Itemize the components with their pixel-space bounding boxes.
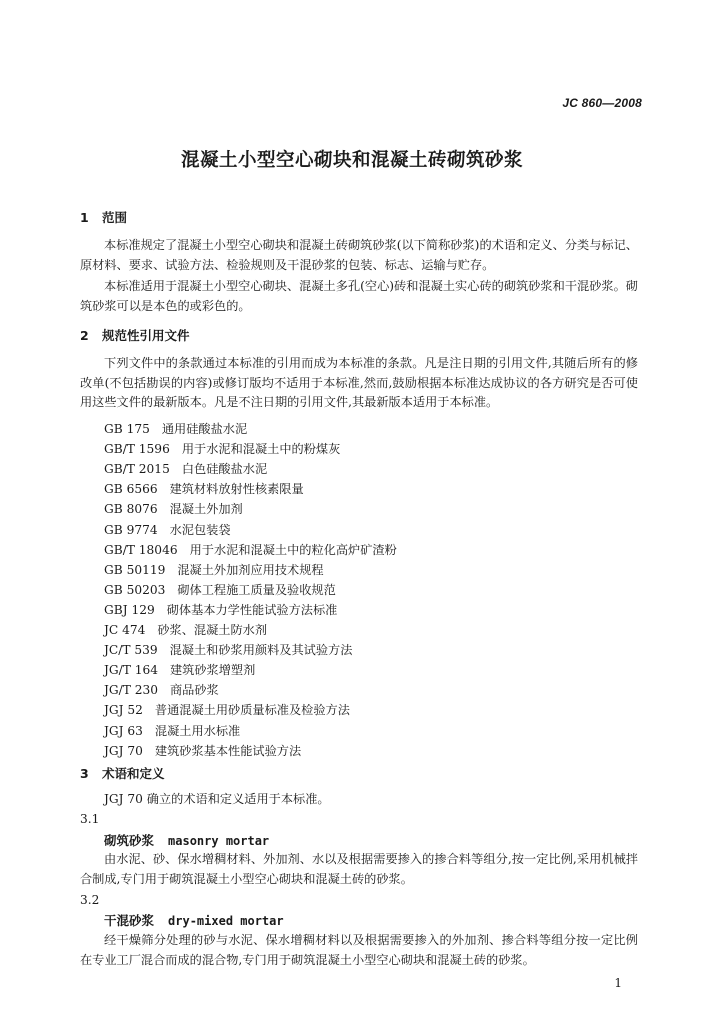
section-1-paragraph-1: 本标准规定了混凝土小型空心砌块和混凝土砖砌筑砂浆(以下简称砂浆)的术语和定义、分类与标记、原材料、要求、试验方法、检验规则及干混砂浆的包装、标志、运输与贮存。 (80, 238, 638, 272)
reference-code: GB 8076 (104, 502, 158, 517)
reference-item (104, 501, 243, 517)
section-2-heading (80, 326, 190, 344)
reference-code: JC 474 (104, 623, 146, 637)
reference-title: 混凝土外加剂应用技术规程 (177, 562, 324, 577)
reference-title: 砌体基本力学性能试验方法标准 (166, 602, 338, 617)
reference-title: 用于水泥和混凝土中的粒化高炉矿渣粉 (189, 542, 397, 557)
term-definition: 由水泥、砂、保水增稠材料、外加剂、水以及根据需要掺入的掺合料等组分,按一定比例,采用机械拌合制成,专门用于砌筑混凝土小型空心砌块和混凝土砖的砂浆。 (80, 852, 638, 886)
reference-title: 建筑砂浆基本性能试验方法 (154, 743, 302, 758)
reference-title: 建筑砂浆增塑剂 (170, 663, 256, 678)
section-1-paragraph-2: 本标准适用于混凝土小型空心砌块、混凝土多孔(空心)砖和混凝土实心砖的砌筑砂浆和干混砂浆。砌筑砂浆可以是本色的或彩色的。 (80, 279, 638, 313)
reference-code: GB 175 (104, 422, 150, 436)
reference-item (104, 421, 247, 437)
reference-item (104, 642, 352, 658)
reference-item (104, 602, 337, 618)
reference-code: JGJ 70 (104, 743, 143, 758)
reference-item (104, 542, 397, 558)
reference-code: GB 9774 (104, 522, 158, 537)
reference-item (104, 702, 350, 718)
reference-item (104, 522, 231, 538)
reference-title: 水泥包装袋 (169, 522, 231, 537)
reference-title: 用于水泥和混凝土中的粉煤灰 (181, 442, 341, 457)
term-english: dry-mixed mortar (168, 914, 284, 928)
section-1-heading (80, 208, 127, 226)
reference-code: GB/T 18046 (104, 542, 178, 557)
standard-code: JC 860—2008 (562, 96, 642, 110)
term-english: masonry mortar (168, 834, 270, 848)
reference-code: JG/T 164 (104, 663, 158, 678)
reference-title: 砌体工程施工质量及验收规范 (177, 582, 336, 597)
reference-item (104, 582, 336, 598)
reference-title: 普通混凝土用砂质量标准及检验方法 (154, 703, 350, 718)
reference-item (104, 662, 255, 678)
reference-code: GB/T 2015 (104, 462, 170, 477)
section-3-paragraph: JGJ 70 确立的术语和定义适用于本标准。 (104, 792, 330, 806)
section-number: 1 (80, 210, 89, 225)
reference-code: GB 6566 (104, 482, 158, 497)
reference-code: GBJ 129 (104, 602, 155, 617)
section-number: 3 (80, 766, 89, 781)
reference-item (104, 723, 240, 739)
term-entry (104, 911, 284, 929)
reference-title: 建筑材料放射性核素限量 (169, 482, 304, 497)
section-title: 范围 (102, 210, 128, 225)
reference-title: 白色硅酸盐水泥 (181, 462, 268, 477)
reference-title: 砂浆、混凝土防水剂 (157, 623, 268, 637)
term-chinese: 砌筑砂浆 (104, 833, 155, 848)
reference-code: JGJ 63 (104, 723, 143, 738)
reference-title: 混凝土和砂浆用颜料及其试验方法 (169, 643, 353, 658)
term-entry (104, 831, 269, 849)
page-number: 1 (614, 976, 622, 990)
reference-item (104, 461, 267, 477)
reference-title: 商品砂浆 (170, 683, 219, 698)
reference-item (104, 562, 324, 578)
reference-code: JG/T 230 (104, 683, 158, 698)
reference-item (104, 743, 301, 759)
reference-code: JGJ 52 (104, 703, 143, 718)
reference-code: GB/T 1596 (104, 442, 170, 457)
subclause-number: 3.1 (80, 812, 100, 826)
reference-item (104, 622, 267, 638)
section-title: 术语和定义 (102, 766, 165, 781)
document-title: 混凝土小型空心砌块和混凝土砖砌筑砂浆 (180, 150, 523, 171)
reference-code: GB 50203 (104, 582, 166, 597)
reference-title: 混凝土外加剂 (169, 502, 243, 517)
reference-title: 混凝土用水标准 (154, 723, 241, 738)
section-2-paragraph: 下列文件中的条款通过本标准的引用而成为本标准的条款。凡是注日期的引用文件,其随后所有的修改单(不包括勘误的内容)或修订版均不适用于本标准,然而,鼓励根据本标准达成协议的各方研究是否可使用这些文件的最新版本。凡是不注日期的引用文件,其最新版本适用于本标准。 (80, 356, 638, 409)
section-number: 2 (80, 328, 89, 343)
reference-item (104, 481, 304, 497)
term-definition: 经干燥筛分处理的砂与水泥、保水增稠材料以及根据需要掺入的外加剂、掺合料等组分按一定比例在专业工厂混合而成的混合物,专门用于砌筑混凝土小型空心砌块和混凝土砖的砂浆。 (80, 933, 638, 967)
reference-code: JC/T 539 (104, 643, 158, 658)
term-chinese: 干混砂浆 (104, 913, 155, 928)
reference-item (104, 682, 219, 698)
section-title: 规范性引用文件 (102, 328, 190, 343)
reference-title: 通用硅酸盐水泥 (161, 422, 248, 436)
reference-code: GB 50119 (104, 562, 166, 577)
section-3-heading (80, 764, 165, 782)
reference-item (104, 441, 340, 457)
subclause-number: 3.2 (80, 893, 100, 907)
